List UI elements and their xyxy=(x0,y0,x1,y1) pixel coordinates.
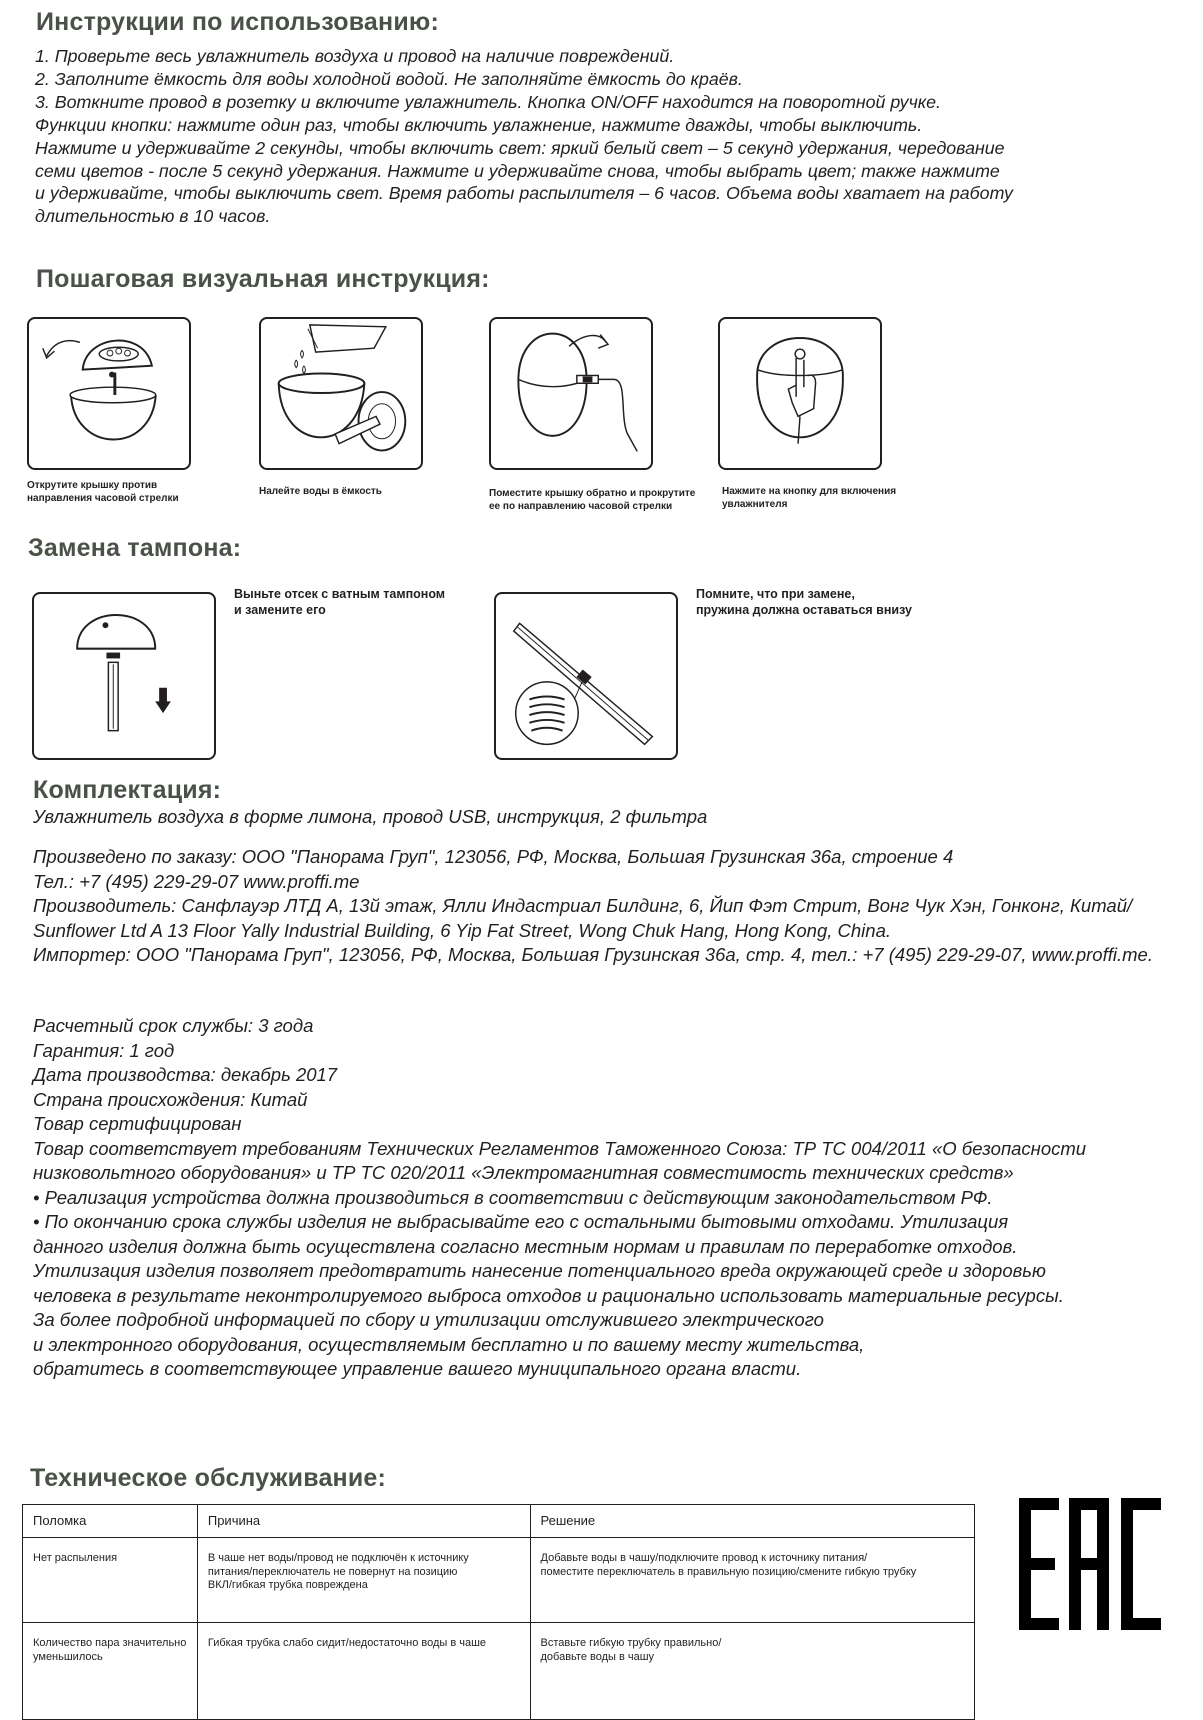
instruction-line: 1. Проверьте весь увлажнитель воздуха и провод на наличие повреждений. xyxy=(35,46,675,66)
tampon-step-2-caption: Помните, что при замене, пружина должна оставаться внизу xyxy=(696,587,912,617)
instruction-line: Функции кнопки: нажмите один раз, чтобы включить увлажнение, нажмите дважды, чтобы выключить. xyxy=(35,114,923,135)
legal-text: Расчетный срок службы: 3 года Гарантия: 1 год Дата производства: декабрь 2017 Страна происхождения: Китай Товар сертифицирован Товар соответствует требованиям Технических Регламентов Таможенного Союза: ТР ТС 004/2011 «О безопасности низковольтного оборудования» и ТР ТС 020/2011 «Электромагнитная совместимость технических средств» • Реализация устройства должна производиться в соответствии с действующим законодательством РФ. • По окончанию срока службы изделия не выбрасывайте его с остальными бытовыми отходами. Утилизация данного изделия должна быть осуществлена согласно местным нормам и правилам по переработке отходов. Утилизация изделия позволяет предотвратить нанесение потенциального вреда окружающей среде и здоровью человека в результате неконтролируемого выброса отходов и рационально использовать материальные ресурсы. За более подробной информацией по сбору и утилизации отслужившего электрического и электронного оборудования, осуществляемым бесплатно и по вашему месту жительства, обратитесь в соответствующее управление вашего муниципального органа власти. xyxy=(33,1015,1087,1379)
tampon-step-2-illustration xyxy=(494,592,678,760)
tampon-step-1-illustration xyxy=(32,592,216,760)
instructions-title: Инструкции по использованию: xyxy=(36,8,439,36)
table-cell-problem: Нет распыления xyxy=(23,1538,198,1623)
producer-text: Произведено по заказу: ООО "Панорама Груп", 123056, РФ, Москва, Большая Грузинская 36а, строение 4 Тел.: +7 (495) 229-29-07 www.proffi.me Производитель: Санфлауэр ЛТД А, 13й этаж, Ялли Индастриал Билдинг, 6, Йип Фэт Стрит, Вонг Чук Хэн, Гонконг, Китай/ Sunflower Ltd A 13 Floor Yally Industrial Building, 6 Yip Fat Street, Wong Chuk Hang, Hong Kong, China. Импортер: ООО "Панорама Груп", 123056, РФ, Москва, Большая Грузинская 36а, стр. 4, тел.: +7 (495) 229-29-07, www.proffi.me. xyxy=(33,846,1153,965)
step-4-illustration xyxy=(718,317,882,470)
maintenance-title: Техническое обслуживание: xyxy=(30,1464,387,1492)
step-3-illustration xyxy=(489,317,653,470)
unscrew-lid-icon xyxy=(29,319,189,468)
table-cell-solution: Добавьте воды в чашу/подключите провод к источнику питания/ поместите переключатель в правильную позицию/смените гибкую трубку xyxy=(530,1538,975,1623)
table-cell-cause: В чаше нет воды/провод не подключён к источнику питания/переключатель не повернут на позицию ВКЛ/гибкая трубка повреждена xyxy=(197,1538,530,1623)
instruction-line: семи цветов - после 5 секунд удержания. Нажмите и удерживайте снова, чтобы выбрать цвет; также нажмите xyxy=(35,160,1000,181)
step-3-caption: Поместите крышку обратно и прокрутите ее по направлению часовой стрелки xyxy=(489,488,696,512)
table-row xyxy=(23,1623,975,1720)
pour-water-icon xyxy=(261,319,421,468)
instruction-line: и удерживайте, чтобы выключить свет. Время работы распылителя – 6 часов. Объема воды хватает на работу xyxy=(35,183,1013,204)
step-2-caption: Налейте воды в ёмкость xyxy=(259,486,382,497)
instructions-text xyxy=(35,45,1013,228)
step-1-illustration xyxy=(27,317,191,470)
step-4-caption: Нажмите на кнопку для включения увлажнителя xyxy=(722,486,897,510)
kit-title: Комплектация: xyxy=(33,776,222,804)
spring-icon xyxy=(496,594,676,758)
table-row xyxy=(23,1538,975,1623)
tampon-title: Замена тампона: xyxy=(28,534,242,562)
tampon-step-1-caption: Выньте отсек с ватным тампоном и замените его xyxy=(234,587,446,617)
table-header-cell: Поломка xyxy=(23,1505,198,1538)
instruction-line: 3. Воткните провод в розетку и включите увлажнитель. Кнопка ON/OFF находится на поворотной ручке. xyxy=(35,91,941,112)
table-header-cell: Причина xyxy=(197,1505,530,1538)
eac-mark-icon xyxy=(1019,1498,1161,1630)
table-cell-cause: Гибкая трубка слабо сидит/недостаточно воды в чаше xyxy=(197,1623,530,1720)
table-header-cell: Решение xyxy=(530,1505,975,1538)
instruction-line: длительностью в 10 часов. xyxy=(35,206,271,227)
step-2-illustration xyxy=(259,317,423,470)
kit-text: Увлажнитель воздуха в форме лимона, провод USB, инструкция, 2 фильтра xyxy=(33,806,708,827)
press-button-icon xyxy=(720,319,880,468)
remove-tampon-icon xyxy=(34,594,214,758)
instruction-line: 2. Заполните ёмкость для воды холодной водой. Не заполняйте ёмкость до краёв. xyxy=(35,68,743,89)
screw-lid-icon xyxy=(491,319,651,468)
step-1-caption: Открутите крышку против направления часовой стрелки xyxy=(27,480,179,504)
table-cell-problem: Количество пара значительно уменьшилось xyxy=(23,1623,198,1720)
instruction-line: Нажмите и удерживайте 2 секунды, чтобы включить свет: яркий белый свет – 5 секунд удержания, чередование xyxy=(35,137,1005,158)
table-cell-solution: Вставьте гибкую трубку правильно/ добавьте воды в чашу xyxy=(530,1623,975,1720)
maintenance-table xyxy=(22,1504,975,1720)
table-header-row xyxy=(23,1505,975,1538)
visual-title: Пошаговая визуальная инструкция: xyxy=(36,265,490,293)
